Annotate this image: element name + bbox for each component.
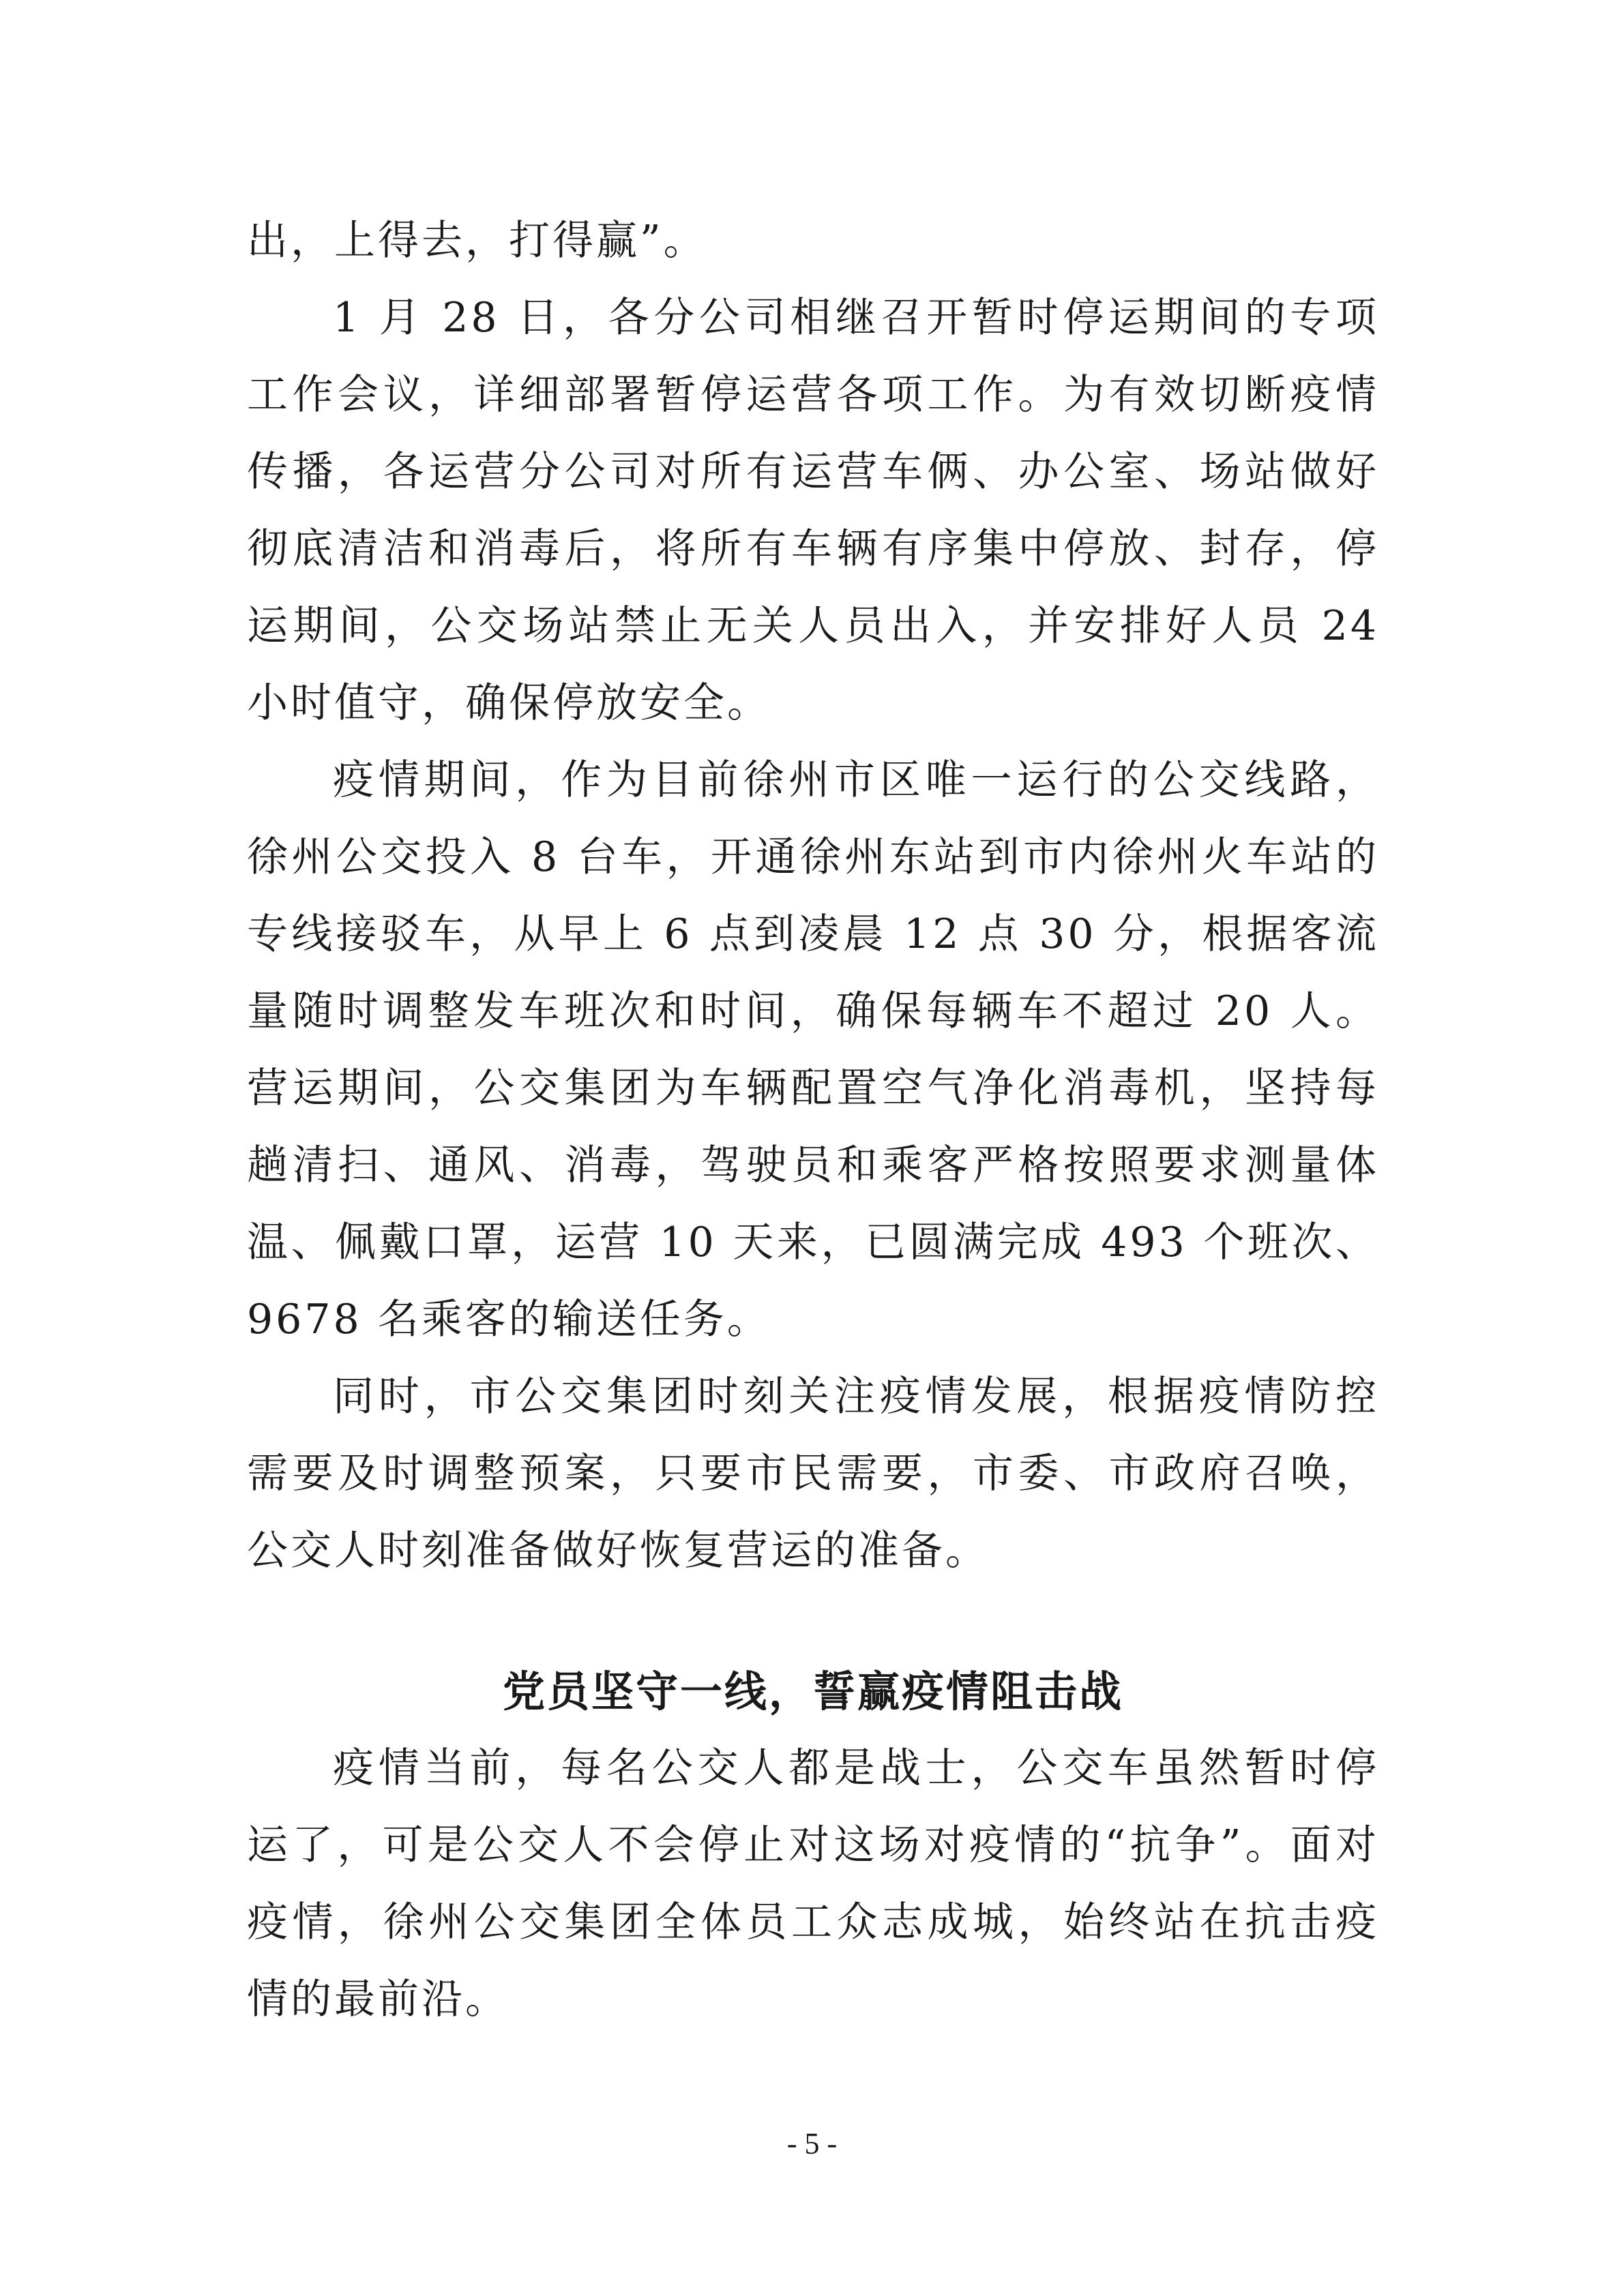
paragraph-shuttle-line: 疫情期间，作为目前徐州市区唯一运行的公交线路，徐州公交投入 8 台车，开通徐州东站到市内徐州火车站的专线接驳车，从早上 6 点到凌晨 12 点 30 分，根据客流量随时调整发车班次和时间，确保每辆车不超过 20 人。营运期间，公交集团为车辆配置空气净化消毒机，坚持每趟清扫、通风、消毒，驾驶员和乘客严格按照要求测量体温、佩戴口罩，运营 10 天来，已圆满完成 493 个班次、9678 名乘客的输送任务。 — [247, 756, 1379, 1343]
paragraph-suspension-meeting: 1 月 28 日，各分公司相继召开暂时停运期间的专项工作会议，详细部署暂停运营各项工作。为有效切断疫情传播，各运营分公司对所有运营车俩、办公室、场站做好彻底清洁和消毒后，将所有车辆有序集中停放、封存，停运期间，公交场站禁止无关人员出入，并安排好人员 24 小时值守，确保停放安全。 — [247, 294, 1379, 727]
page-number: - 5 - — [786, 2127, 838, 2160]
section-heading: 党员坚守一线，誓赢疫情阻击战 — [502, 1667, 1123, 1716]
paragraph-frontline: 疫情当前，每名公交人都是战士，公交车虽然暂时停运了，可是公交人不会停止对这场对疫情的“抗争”。面对疫情，徐州公交集团全体员工众志成城，始终站在抗击疫情的最前沿。 — [247, 1744, 1379, 2023]
paragraph-continued: 出，上得去，打得赢”。 — [247, 217, 707, 265]
document-body — [247, 203, 1379, 2038]
paragraph-resume-preparation: 同时，市公交集团时刻关注疫情发展，根据疫情防控需要及时调整预案，只要市民需要，市委、市政府召唤，公交人时刻准备做好恢复营运的准备。 — [247, 1373, 1379, 1575]
